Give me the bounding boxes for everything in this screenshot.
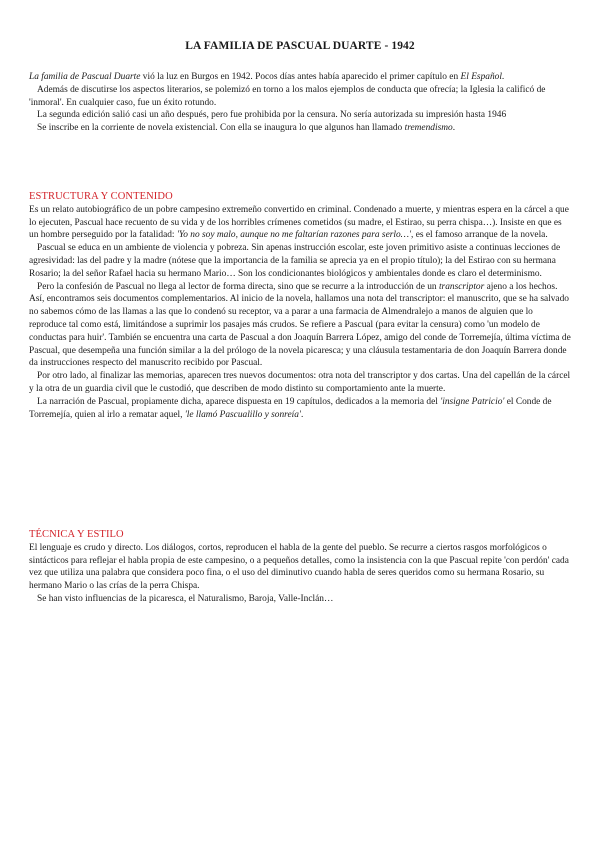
structure-p3-rest: ajeno a los hechos. Así, encontramos seis documentos complementarios. Al inicio de la novela, hallamos una nota del transcriptor: el manuscrito, que se ha salvado no sabemos cómo de las llamas a las que lo condenó su receptor, va a parar a una farmacia de Almendralejo a manos de alguien que lo reproduce tal como está, limitándose a suprimir los pasajes más crudos. Se refiere a Pascual (para evitar la censura) como 'un modelo de conductas para huir'. También se encuentra una carta de Pascual a don Joaquín Barrera López, amigo del conde de Torremejía, última víctima de Pascual, que desempeña una función similar a la del prólogo de la novela picaresca; y una cláusula testamentaria de don Joaquín Barrera donde da instrucciones respecto del manuscrito recibido por Pascual. [29,281,571,369]
structure-p5-end: . [300,409,304,420]
intro-paragraph-1 [29,71,571,84]
structure-paragraph-1 [29,204,571,242]
intro-p4-end: . [452,123,456,134]
intro-p4-text: Se inscribe en la corriente de novela existencial. Con ella se inaugura lo que algunos han llamado [37,123,405,134]
structure-paragraph-2: Pascual se educa en un ambiente de violencia y pobreza. Sin apenas instrucción escolar, este joven primitivo asiste a continuas lecciones de agresividad: las del padre y la madre (nótese que la importancia de la familia se aprecia ya en el propio título); la del Estirao con su hermana Rosario; la del señor Rafael hacia su hermano Mario… Son los condicionantes biológicos y ambientales donde es claro el determinismo. [29,243,561,279]
structure-paragraph-4: Por otro lado, al finalizar las memorias, aparecen tres nuevos documentos: otra nota del transcriptor y dos cartas. Una del capellán de la cárcel y la otra de un guardia civil que le custodió, que describen de modo distinto su comportamiento ante la muerte. [29,371,571,394]
tremendismo-italic: tremendismo [404,123,453,134]
intro-section [29,71,571,135]
page-title: LA FAMILIA DE PASCUAL DUARTE - 1942 [185,40,415,52]
structure-p5-middle: el Conde de Torremejía, quien al irlo a rematar aquel, [29,396,552,420]
structure-p1-text: Es un relato autobiográfico de un pobre campesino extremeño convertido en criminal. Condenado a muerte, y mientras espera en la cárcel a que lo ejecuten, Pascual hace recuento de su vida y de los horribles crímenes cometidos (su madre, el Estirao, su perra chispa…). Insiste en que es un hombre perseguido por la fatalidad: [29,204,569,241]
structure-p1-end: , es el famoso arranque de la novela. [411,230,548,241]
pascualillo-quote-italic: 'le llamó Pascualillo y sonreía' [184,409,301,420]
insigne-patricio-italic: 'insigne Patricio' [440,396,505,407]
structure-heading: ESTRUCTURA Y CONTENIDO [29,191,173,202]
intro-text-end: . [501,72,505,82]
newspaper-title-italic: El Español [460,72,502,82]
technique-paragraph-2: Se han visto influencias de la picaresca, el Naturalismo, Baroja, Valle-Inclán… [37,593,334,604]
technique-section [29,529,571,606]
intro-paragraph-4 [29,122,571,135]
technique-heading: TÉCNICA Y ESTILO [29,529,124,540]
intro-text: vió la luz en Burgos en 1942. Pocos días antes había aparecido el primer capítulo en [140,72,461,82]
structure-p3-text: Pero la confesión de Pascual no llega al lector de forma directa, sino que se recurre a la introducción de un [37,281,439,292]
structure-paragraph-5 [29,396,571,422]
intro-paragraph-2: Además de discutirse los aspectos literarios, se polemizó en torno a los malos ejemplos de conducta que ofrecía; la Iglesia la calificó de 'inmoral'. En cualquier caso, fue un éxito rotundo. [29,84,546,108]
structure-section [29,191,571,421]
transcriptor-italic: transcriptor [438,281,485,292]
structure-paragraph-3 [29,281,571,371]
novel-title-italic: La familia de Pascual Duarte [29,72,141,82]
structure-p5-text: La narración de Pascual, propiamente dicha, aparece dispuesta en 19 capítulos, dedicados a la memoria del [37,396,441,407]
opening-quote-italic: 'Yo no soy malo, aunque no me faltarían razones para serlo…' [176,230,412,241]
technique-paragraph-1: El lenguaje es crudo y directo. Los diálogos, cortos, reproducen el habla de la gente del pueblo. Se recurre a ciertos rasgos morfológicos o sintácticos para reflejar el habla propia de este campesino, o a pequeños detalles, como la insistencia con la que Pascual repite 'con perdón' cada vez que utiliza una palabra que considera poco fina, o el uso del diminutivo cuando habla de seres queridos como su hermana Rosario, su hermano Mario o las crías de la perra Chispa. [29,542,569,592]
intro-paragraph-3: La segunda edición salió casi un año después, pero fue prohibida por la censura. No sería autorizada su impresión hasta 1946 [37,110,507,121]
